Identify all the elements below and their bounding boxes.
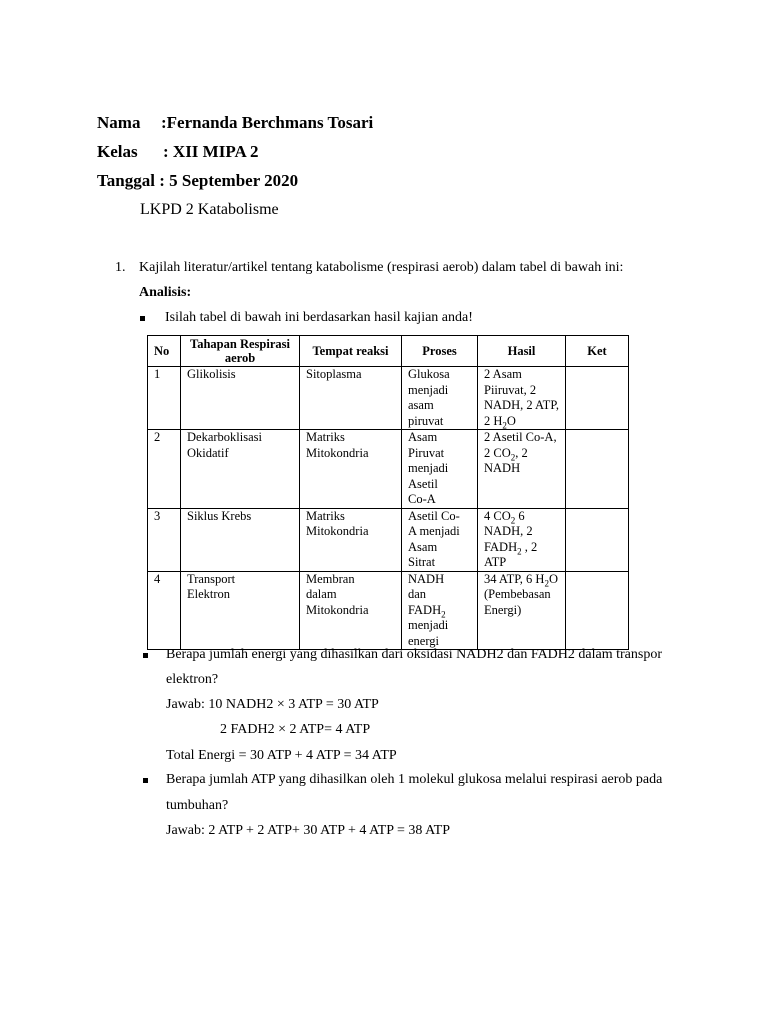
question-2-total: Total Energi = 30 ATP + 4 ATP = 34 ATP	[166, 748, 397, 763]
tanggal-line: Tanggal : 5 September 2020	[97, 171, 299, 190]
question-1-text: Kajilah literatur/artikel tentang katabolisme (respirasi aerob) dalam tabel di bawah ini:	[139, 260, 624, 275]
header-hasil: Hasil	[478, 336, 566, 367]
cell-ket	[566, 430, 629, 509]
nama-label: Nama	[97, 113, 141, 132]
question-3-answer: Jawab: 2 ATP + 2 ATP+ 30 ATP + 4 ATP = 38 ATP	[166, 823, 451, 838]
kelas-value: : XII MIPA 2	[163, 142, 259, 161]
table-row	[148, 430, 629, 509]
cell-tempat: Membran dalam Mitokondria	[300, 571, 402, 650]
question-2-answer-2: 2 FADH2 × 2 ATP= 4 ATP	[220, 722, 371, 737]
nama-value: :Fernanda Berchmans Tosari	[161, 113, 374, 132]
question-1-number: 1.	[115, 260, 126, 275]
cell-ket	[566, 367, 629, 430]
cell-tempat: Matriks Mitokondria	[300, 430, 402, 509]
header-tempat: Tempat reaksi	[300, 336, 402, 367]
question-2-line-1: Berapa jumlah energi yang dihasilkan dari oksidasi NADH2 dan FADH2 dalam transpor	[166, 647, 662, 662]
cell-hasil: 4 $CO_2$ 6 NADH, 2 $FADH_2$ , 2 ATP	[478, 508, 566, 571]
cell-tahapan: Dekarboklisasi Okidatif	[181, 430, 300, 509]
cell-no: 3	[148, 508, 181, 571]
cell-no: 4	[148, 571, 181, 650]
cell-proses: Asam Piruvat menjadi Asetil Co-A	[402, 430, 478, 509]
table-row	[148, 367, 629, 430]
document-subtitle: LKPD 2 Katabolisme	[140, 201, 279, 218]
cell-no: 1	[148, 367, 181, 430]
kelas-label: Kelas	[97, 142, 138, 161]
cell-proses: Glukosa menjadi asam piruvat	[402, 367, 478, 430]
table-header-row	[148, 336, 629, 367]
header-no: No	[148, 336, 181, 367]
kelas-line	[97, 142, 259, 162]
bullet-1-text: Isilah tabel di bawah ini berdasarkan hasil kajian anda!	[165, 310, 473, 325]
cell-proses: Asetil Co- A menjadi Asam Sitrat	[402, 508, 478, 571]
question-2-line-2: elektron?	[166, 672, 219, 687]
cell-hasil: 2 Asetil Co-A, 2 $CO_2$, 2 NADH	[478, 430, 566, 509]
cell-tahapan: Glikolisis	[181, 367, 300, 430]
table-row	[148, 571, 629, 650]
bullet-icon	[143, 778, 148, 783]
header-tahapan: Tahapan Respirasi aerob	[181, 336, 300, 367]
bullet-icon	[140, 316, 145, 321]
cell-tahapan: Siklus Krebs	[181, 508, 300, 571]
cell-ket	[566, 508, 629, 571]
cell-no: 2	[148, 430, 181, 509]
cell-tahapan: Transport Elektron	[181, 571, 300, 650]
cell-tempat: Matriks Mitokondria	[300, 508, 402, 571]
header-ket: Ket	[566, 336, 629, 367]
cell-hasil: 34 ATP, 6 $H_2O$ (Pembebasan Energi)	[478, 571, 566, 650]
cell-tempat: Sitoplasma	[300, 367, 402, 430]
bullet-icon	[143, 653, 148, 658]
question-2-answer-1: Jawab: 10 NADH2 × 3 ATP = 30 ATP	[166, 697, 379, 712]
cell-proses: NADH dan $FADH_2$ menjadi energi	[402, 571, 478, 650]
question-3-line-2: tumbuhan?	[166, 798, 229, 813]
cell-hasil: 2 Asam Piiruvat, 2 NADH, 2 ATP, 2 $H_2O$	[478, 367, 566, 430]
nama-line	[97, 113, 373, 133]
analisis-label: Analisis:	[139, 285, 192, 300]
header-proses: Proses	[402, 336, 478, 367]
question-3-line-1: Berapa jumlah ATP yang dihasilkan oleh 1 molekul glukosa melalui respirasi aerob pada	[166, 772, 663, 787]
cell-ket	[566, 571, 629, 650]
table-row	[148, 508, 629, 571]
respirasi-table	[147, 335, 629, 650]
